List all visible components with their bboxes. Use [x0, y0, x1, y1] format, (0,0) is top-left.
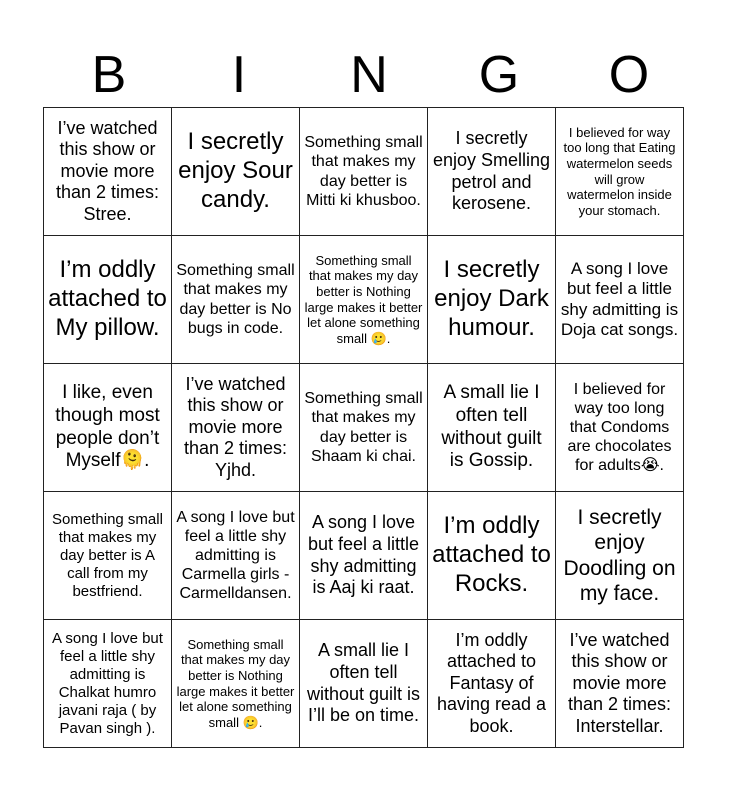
header-letter-b: B [91, 46, 127, 104]
bingo-grid [43, 107, 684, 748]
grid-row [44, 492, 684, 620]
bingo-cell[interactable]: A song I love but feel a little shy admitting is Aaj ki raat. [300, 492, 428, 620]
bingo-cell[interactable]: I’m oddly attached to Fantasy of having read a book. [428, 620, 556, 748]
bingo-cell[interactable]: Something small that makes my day better is No bugs in code. [172, 236, 300, 364]
header-letter-g: G [478, 46, 520, 104]
bingo-cell[interactable]: I believed for way too long that Condoms are chocolates for adults😭. [556, 364, 684, 492]
grid-row [44, 620, 684, 748]
bingo-cell[interactable]: I secretly enjoy Smelling petrol and kerosene. [428, 108, 556, 236]
bingo-cell[interactable]: A song I love but feel a little shy admitting is Chalkat humro javani raja ( by Pavan singh ). [44, 620, 172, 748]
bingo-cell[interactable]: I secretly enjoy Sour candy. [172, 108, 300, 236]
bingo-cell[interactable]: Something small that makes my day better is Nothing large makes it better let alone something small 🥲. [300, 236, 428, 364]
bingo-cell[interactable]: Something small that makes my day better is Shaam ki chai. [300, 364, 428, 492]
bingo-cell[interactable]: A small lie I often tell without guilt is I’ll be on time. [300, 620, 428, 748]
bingo-cell[interactable]: I like, even though most people don’t Myself🫠. [44, 364, 172, 492]
bingo-cell[interactable]: I’m oddly attached to Rocks. [428, 492, 556, 620]
bingo-cell[interactable]: I’ve watched this show or movie more than 2 times: Yjhd. [172, 364, 300, 492]
bingo-cell[interactable]: A small lie I often tell without guilt is Gossip. [428, 364, 556, 492]
bingo-cell[interactable]: Something small that makes my day better is Mitti ki khusboo. [300, 108, 428, 236]
bingo-header [44, 42, 694, 108]
bingo-cell[interactable]: Something small that makes my day better is Nothing large makes it better let alone something small 🥲. [172, 620, 300, 748]
bingo-cell[interactable]: A song I love but feel a little shy admitting is Doja cat songs. [556, 236, 684, 364]
header-letter-n: N [350, 46, 388, 104]
header-letter-i: I [231, 46, 247, 104]
grid-row [44, 236, 684, 364]
bingo-cell[interactable]: I secretly enjoy Dark humour. [428, 236, 556, 364]
bingo-cell[interactable]: I’m oddly attached to My pillow. [44, 236, 172, 364]
grid-row [44, 364, 684, 492]
bingo-cell[interactable]: I’ve watched this show or movie more than 2 times: Interstellar. [556, 620, 684, 748]
bingo-cell[interactable]: I secretly enjoy Doodling on my face. [556, 492, 684, 620]
bingo-cell[interactable]: Something small that makes my day better is A call from my bestfriend. [44, 492, 172, 620]
bingo-cell[interactable]: I’ve watched this show or movie more than 2 times: Stree. [44, 108, 172, 236]
bingo-cell[interactable]: I believed for way too long that Eating watermelon seeds will grow watermelon inside your stomach. [556, 108, 684, 236]
grid-row [44, 108, 684, 236]
bingo-cell[interactable]: A song I love but feel a little shy admitting is Carmella girls - Carmelldansen. [172, 492, 300, 620]
header-letter-o: O [608, 46, 650, 104]
